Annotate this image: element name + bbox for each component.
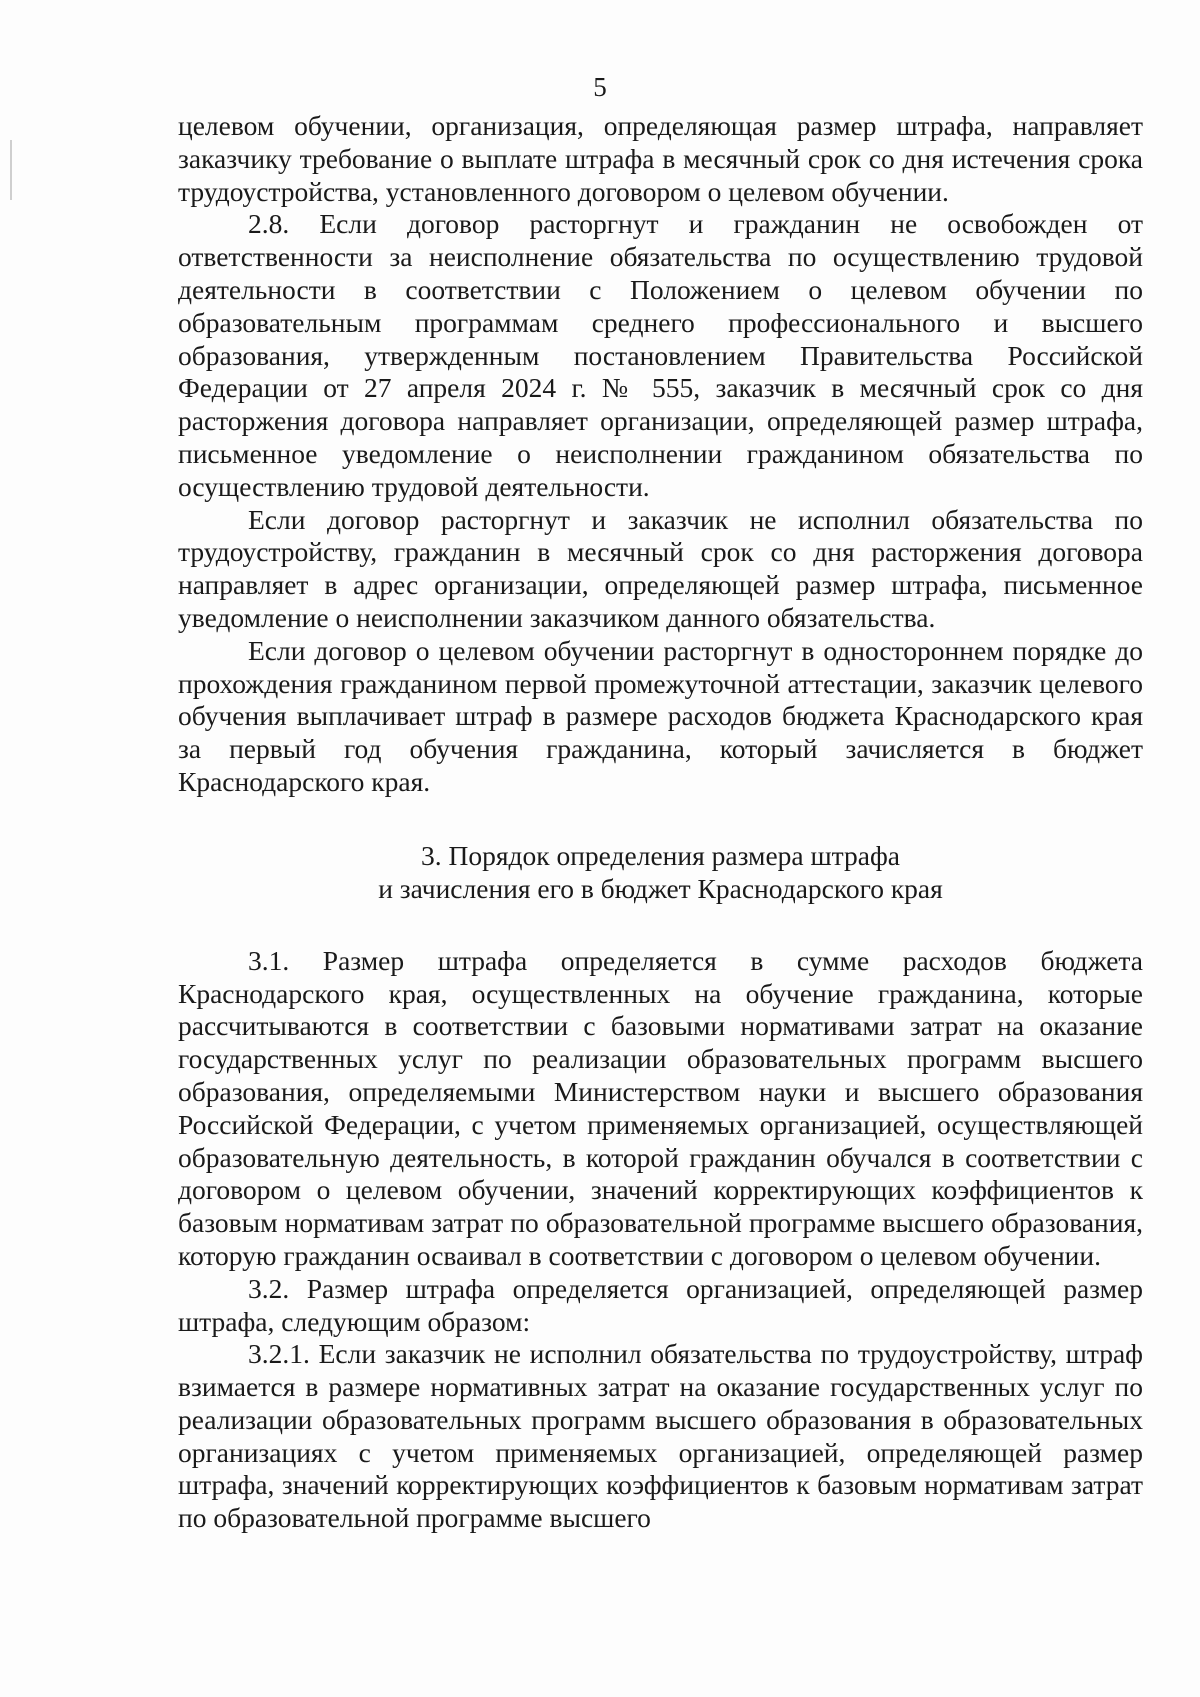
document-body [178,110,1143,1535]
paragraph-3-2-1: 3.2.1. Если заказчик не исполнил обязательства по трудоустройству, штраф взимается в размере нормативных затрат на оказание государственных услуг по реализации образовательных программ высшего образования в образовательных организациях с учетом применяемых организацией, определяющей размер штрафа, значений корректирующих коэффициентов к базовым нормативам затрат по образовательной программе высшего [178,1338,1143,1534]
paragraph-continuation: целевом обучении, организация, определяющая размер штрафа, направляет заказчику требование о выплате штрафа в месячный срок со дня истечения срока трудоустройства, установленного договором о целевом обучении. [178,110,1143,207]
page-number: 5 [593,72,607,102]
paragraph-2-8-unilateral: Если договор о целевом обучении расторгнут в одностороннем порядке до прохождения гражданином первой промежуточной аттестации, заказчик целевого обучения выплачивает штраф в размере расходов бюджета Краснодарского края за первый год обучения гражданина, который зачисляется в бюджет Краснодарского края. [178,634,1143,797]
paragraph-2-8: 2.8. Если договор расторгнут и гражданин не освобожден от ответственности за неисполнение обязательства по осуществлению трудовой деятельности в соответствии с Положением о целевом обучении по образовательным программам среднего профессионального и высшего образования, утвержденным постановлением Правительства Российской Федерации от 27 апреля 2024 г. № 555, заказчик в месячный срок со дня расторжения договора направляет организации, определяющей размер штрафа, письменное уведомление о неисполнении гражданином обязательства по осуществлению трудовой деятельности. [178,208,1143,502]
section-heading-line-2: и зачисления его в бюджет Краснодарского края [378,872,943,904]
scan-edge-mark [10,140,12,200]
paragraph-3-2: 3.2. Размер штрафа определяется организацией, определяющей размер штрафа, следующим образом: [178,1272,1143,1337]
paragraph-3-1: 3.1. Размер штрафа определяется в сумме расходов бюджета Краснодарского края, осуществленных на обучение гражданина, которые рассчитываются в соответствии с базовыми нормативами затрат на оказание государственных услуг по реализации образовательных программ высшего образования, определяемыми Министерством науки и высшего образования Российской Федерации, с учетом применяемых организацией, осуществляющей образовательную деятельность, в которой гражданин обучался в соответствии с договором о целевом обучении, значений корректирующих коэффициентов к базовым нормативам затрат по образовательной программе высшего образования, которую гражданин осваивал в соответствии с договором о целевом обучении. [178,944,1143,1271]
section-3-heading [178,839,1143,905]
section-heading-line-1: 3. Порядок определения размера штрафа [420,839,900,871]
paragraph-2-8-contractor: Если договор расторгнут и заказчик не исполнил обязательства по трудоустройству, гражданин в месячный срок со дня расторжения договора направляет в адрес организации, определяющей размер штрафа, письменное уведомление о неисполнении заказчиком данного обязательства. [178,503,1143,633]
